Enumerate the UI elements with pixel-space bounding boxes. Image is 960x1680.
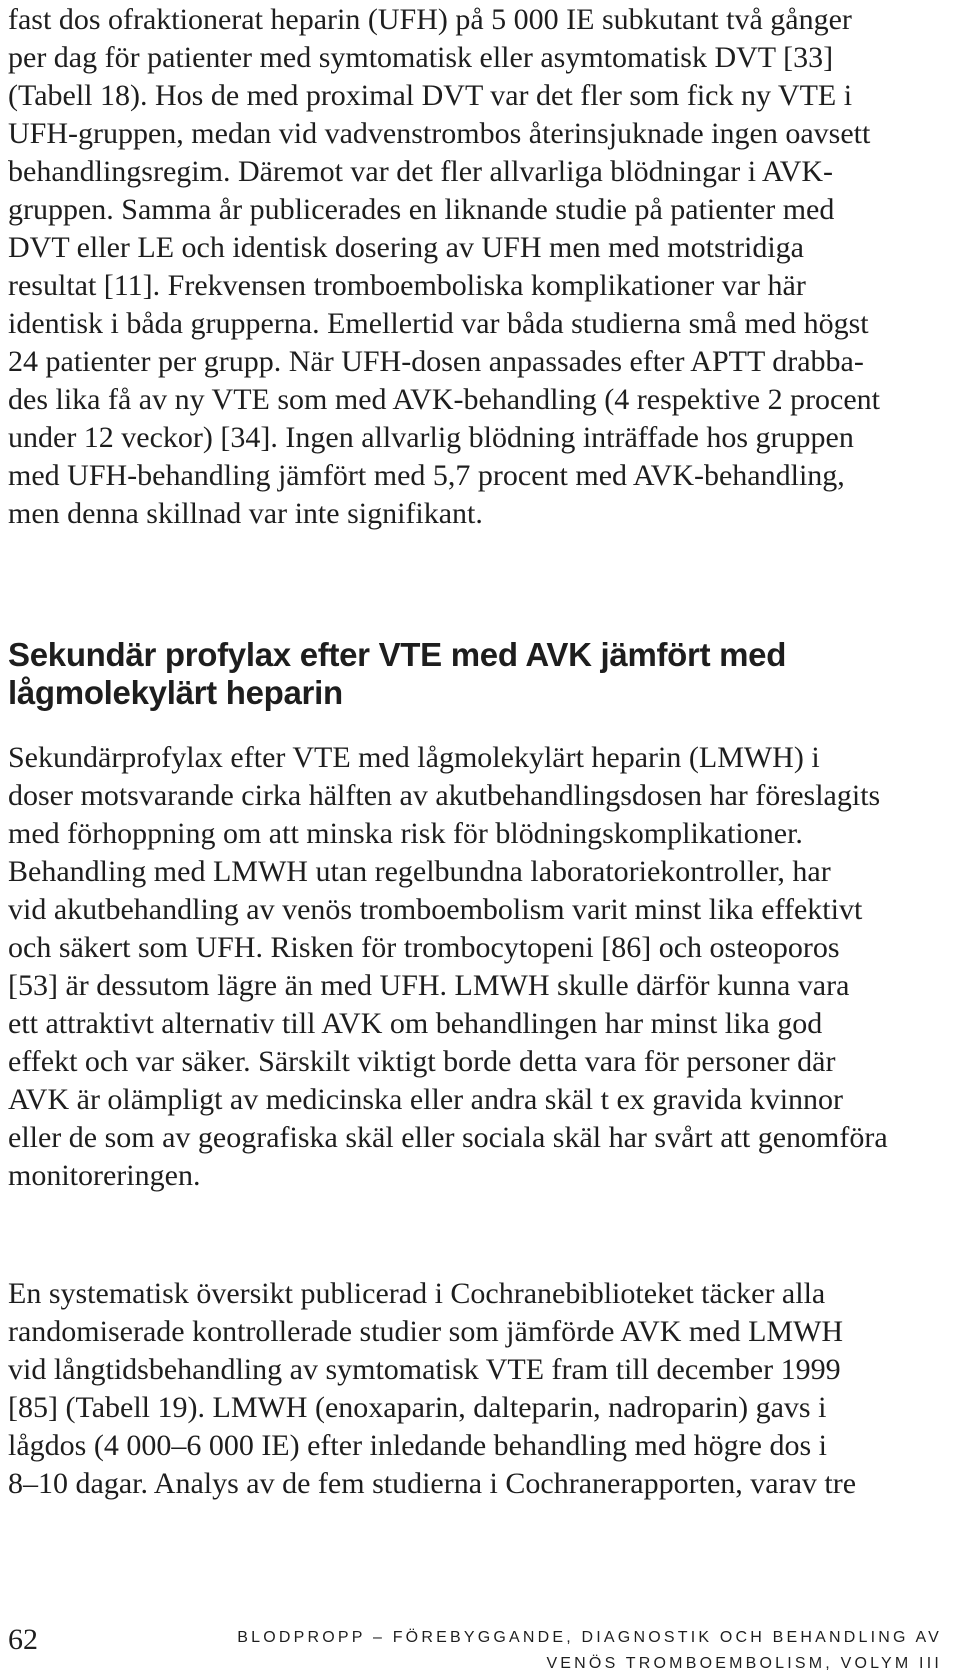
text-line: [85] (Tabell 19). LMWH (enoxaparin, dalteparin, nadroparin) gavs i <box>8 1391 827 1424</box>
text-line: vid akutbehandling av venös tromboembolism varit minst lika effektivt <box>8 893 863 926</box>
text-line: des lika få av ny VTE som med AVK-behandling (4 respektive 2 procent <box>8 383 881 416</box>
text-line: gruppen. Samma år publicerades en liknande studie på patienter med <box>8 193 835 226</box>
text-line: randomiserade kontrollerade studier som jämförde AVK med LMWH <box>8 1315 844 1348</box>
text-line: Behandling med LMWH utan regelbundna laboratoriekontroller, har <box>8 855 831 888</box>
text-line: lågdos (4 000–6 000 IE) efter inledande behandling med högre dos i <box>8 1429 827 1462</box>
text-line: DVT eller LE och identisk dosering av UFH men med motstridiga <box>8 231 804 264</box>
text-line: med förhoppning om att minska risk för blödningskomplikationer. <box>8 817 803 850</box>
running-title-line-2: VENÖS TROMBOEMBOLISM, VOLYM III <box>546 1655 942 1672</box>
text-line: vid långtidsbehandling av symtomatisk VTE fram till december 1999 <box>8 1353 841 1386</box>
text-line: (Tabell 18). Hos de med proximal DVT var det fler som fick ny VTE i <box>8 79 853 112</box>
heading-line: Sekundär profylax efter VTE med AVK jämfört med <box>8 636 787 673</box>
page-number: 62 <box>8 1623 38 1656</box>
text-line: [53] är dessutom lägre än med UFH. LMWH skulle därför kunna vara <box>8 969 850 1002</box>
text-line: eller de som av geografiska skäl eller sociala skäl har svårt att genomföra <box>8 1121 888 1154</box>
text-line: men denna skillnad var inte signifikant. <box>8 497 483 530</box>
text-line: behandlingsregim. Däremot var det fler allvarliga blödningar i AVK- <box>8 155 834 188</box>
text-line: under 12 veckor) [34]. Ingen allvarlig blödning inträffade hos gruppen <box>8 421 854 454</box>
text-line: 24 patienter per grupp. När UFH-dosen anpassades efter APTT drabba- <box>8 345 864 378</box>
text-line: med UFH-behandling jämfört med 5,7 procent med AVK-behandling, <box>8 459 845 492</box>
running-title-line-1: BLODPROPP – FÖREBYGGANDE, DIAGNOSTIK OCH BEHANDLING AV <box>237 1629 942 1646</box>
text-line: fast dos ofraktionerat heparin (UFH) på 5 000 IE subkutant två gånger <box>8 3 852 36</box>
text-line: och säkert som UFH. Risken för trombocytopeni [86] och osteoporos <box>8 931 840 964</box>
text-line: Sekundärprofylax efter VTE med lågmolekylärt heparin (LMWH) i <box>8 741 820 774</box>
text-line: monitoreringen. <box>8 1159 201 1192</box>
text-line: doser motsvarande cirka hälften av akutbehandlingsdosen har föreslagits <box>8 779 881 812</box>
text-line: AVK är olämpligt av medicinska eller andra skäl t ex gravida kvinnor <box>8 1083 844 1116</box>
text-line: ett attraktivt alternativ till AVK om behandlingen har minst lika god <box>8 1007 823 1040</box>
text-line: UFH-gruppen, medan vid vadvenstrombos återinsjuknade ingen oavsett <box>8 117 871 150</box>
text-line: effekt och var säker. Särskilt viktigt borde detta vara för personer där <box>8 1045 836 1078</box>
text-line: resultat [11]. Frekvensen tromboemboliska komplikationer var här <box>8 269 806 302</box>
text-line: identisk i båda grupperna. Emellertid var båda studierna små med högst <box>8 307 869 340</box>
text-line: En systematisk översikt publicerad i Cochranebiblioteket täcker alla <box>8 1277 826 1310</box>
text-line: 8–10 dagar. Analys av de fem studierna i Cochranerapporten, varav tre <box>8 1467 857 1500</box>
text-line: per dag för patienter med symtomatisk eller asymtomatisk DVT [33] <box>8 41 834 74</box>
heading-line: lågmolekylärt heparin <box>8 674 343 711</box>
